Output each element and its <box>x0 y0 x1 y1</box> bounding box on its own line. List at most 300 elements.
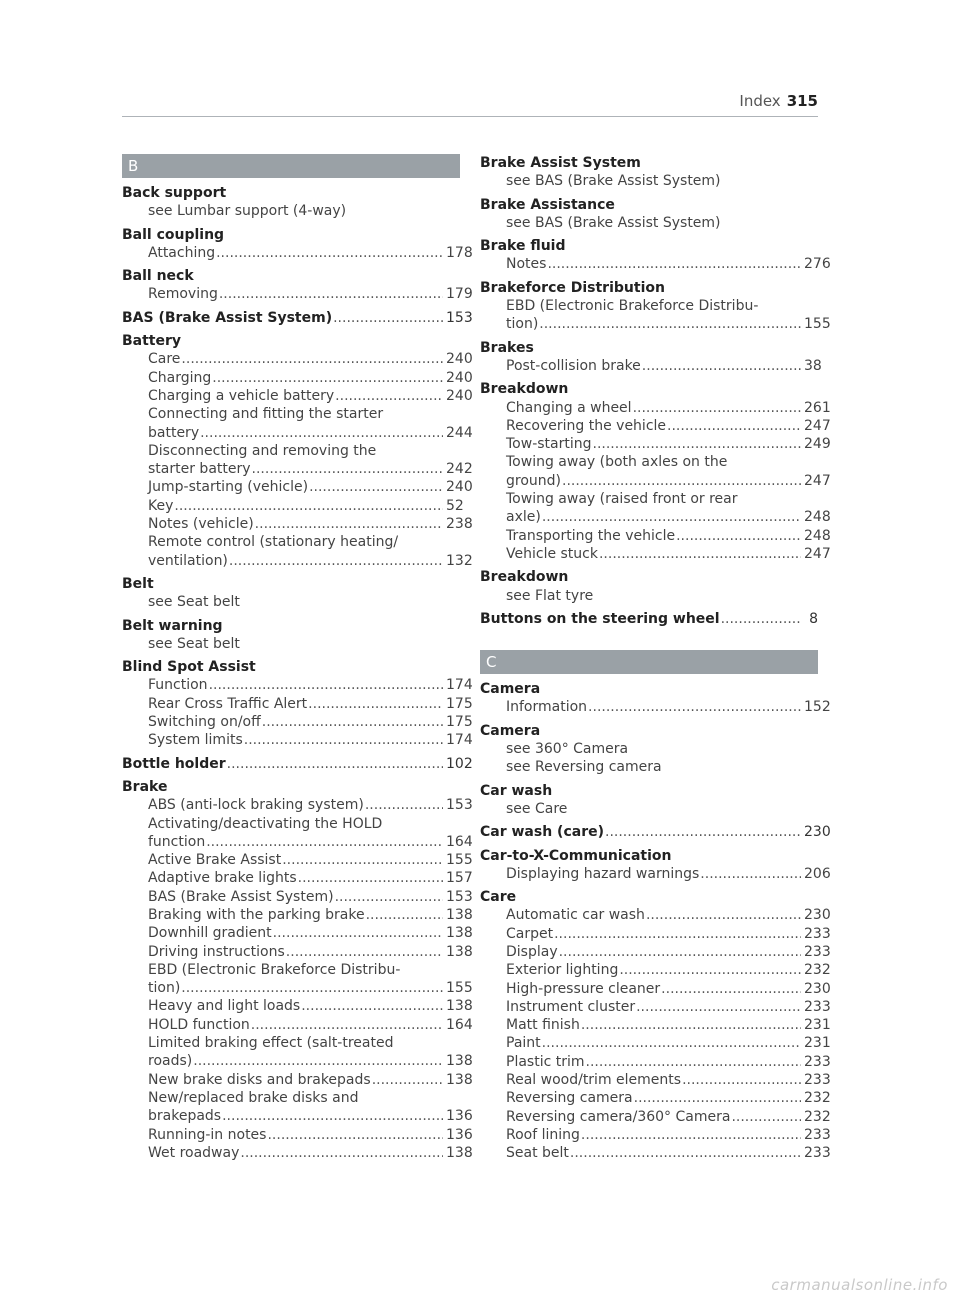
index-term: Breakdown <box>480 569 569 586</box>
index-term: Brake fluid <box>480 238 566 255</box>
watermark: carmanualsonline.info <box>771 1276 948 1294</box>
index-subentry-text: Wet roadway <box>148 1144 240 1161</box>
index-subentry-line <box>122 713 473 731</box>
index-subentry-text: Reversing camera <box>506 1090 633 1107</box>
index-subentry-text: Instrument cluster <box>506 998 636 1015</box>
index-subentry-line <box>480 1034 831 1052</box>
page-number: 38 <box>804 357 822 374</box>
dot-leader <box>301 997 443 1015</box>
dot-leader <box>333 309 443 327</box>
index-subentry-line <box>480 508 831 526</box>
index-subentry-text: High-pressure cleaner <box>506 980 661 997</box>
left-entries <box>122 184 473 1162</box>
dot-leader <box>676 527 801 545</box>
index-entry <box>122 778 473 1162</box>
dot-leader <box>588 698 801 716</box>
page-number: 164 <box>446 833 473 850</box>
index-term: Buttons on the steering wheel <box>480 610 720 627</box>
page-number: 261 <box>804 399 831 416</box>
header-page-number: 315 <box>786 92 818 110</box>
index-entry <box>122 332 473 570</box>
index-subentry-line <box>480 1071 831 1089</box>
index-subentry-text: BAS (Brake Assist System) <box>148 888 334 905</box>
index-subentry-text: Driving instructions <box>148 943 285 960</box>
index-term: Brakes <box>480 339 534 356</box>
index-term-line <box>480 823 831 841</box>
index-term: Belt warning <box>122 617 223 634</box>
index-subentry-line <box>480 527 831 545</box>
index-subentry-line <box>122 1126 473 1144</box>
dot-leader <box>251 1016 443 1034</box>
index-subentry-text: Function <box>148 677 208 694</box>
index-entry <box>480 380 831 563</box>
dot-leader <box>547 255 801 273</box>
index-subentry-text: Charging a vehicle battery <box>148 387 335 404</box>
dot-leader <box>282 851 443 869</box>
index-subentry-text: Active Brake Assist <box>148 852 282 869</box>
page-number: 233 <box>804 1053 831 1070</box>
index-subentry-text: Recovering the vehicle <box>506 417 667 434</box>
index-subentry: see BAS (Brake Assist System) <box>506 173 721 190</box>
page-number: 248 <box>804 509 831 526</box>
index-subentry-text: ABS (anti-lock braking system) <box>148 797 364 814</box>
index-subentry-text: tion) <box>148 980 181 997</box>
index-subentry-line <box>480 1016 831 1034</box>
index-entry <box>122 309 473 327</box>
page-number: 247 <box>804 545 831 562</box>
dot-leader <box>562 472 801 490</box>
index-subentry-line <box>480 472 831 490</box>
index-subentry-text: Jump-starting (vehicle) <box>148 479 309 496</box>
page-number: 178 <box>446 244 473 261</box>
page-number: 238 <box>446 516 473 533</box>
index-subentry-line <box>480 980 831 998</box>
index-subentry-line <box>480 998 831 1016</box>
page-number: 244 <box>446 424 473 441</box>
index-entry <box>122 184 460 221</box>
dot-leader <box>298 869 443 887</box>
index-entry <box>480 237 831 274</box>
index-subentry: see Seat belt <box>148 594 240 611</box>
page-number: 8 <box>809 610 818 627</box>
dot-leader <box>209 676 443 694</box>
right-column <box>480 154 831 1163</box>
dot-leader <box>308 695 443 713</box>
index-subentry-line <box>122 460 473 478</box>
page-number: 232 <box>804 1108 831 1125</box>
dot-leader <box>335 888 443 906</box>
dot-leader <box>539 315 801 333</box>
page-number: 132 <box>446 552 473 569</box>
page-number: 155 <box>446 852 473 869</box>
dot-leader <box>554 925 801 943</box>
page-number: 233 <box>804 943 831 960</box>
dot-leader <box>206 833 443 851</box>
index-subentry: Activating/deactivating the HOLD <box>148 815 383 832</box>
index-subentry-text: Post-collision brake <box>506 357 641 374</box>
index-subentry-line <box>480 435 831 453</box>
dot-leader <box>255 515 443 533</box>
index-subentry-text: brakepads <box>148 1108 222 1125</box>
page-number: 230 <box>804 980 831 997</box>
header-label: Index <box>739 92 781 110</box>
index-subentry-text: Tow-starting <box>506 436 592 453</box>
index-subentry-text: Charging <box>148 369 212 386</box>
index-term: Blind Spot Assist <box>122 659 256 676</box>
dot-leader <box>216 244 443 262</box>
index-subentry: see Lumbar support (4-way) <box>148 203 347 220</box>
index-subentry-text: Roof lining <box>506 1126 580 1143</box>
index-subentry: see Seat belt <box>148 635 240 652</box>
index-subentry-line <box>480 399 831 417</box>
index-subentry-line <box>122 943 473 961</box>
index-subentry-line <box>122 285 473 303</box>
index-subentry-line <box>480 1126 831 1144</box>
index-subentry-text: Switching on/off <box>148 714 261 731</box>
index-subentry-line <box>480 357 822 375</box>
page-number: 138 <box>446 943 473 960</box>
index-subentry-line <box>122 552 473 570</box>
index-entry <box>480 339 822 376</box>
page-number: 138 <box>446 998 473 1015</box>
page-number: 152 <box>804 699 831 716</box>
page-number: 248 <box>804 527 831 544</box>
index-subentry-text: Heavy and light loads <box>148 998 301 1015</box>
index-term: Battery <box>122 333 182 350</box>
dot-leader <box>586 1053 801 1071</box>
index-subentry: Limited braking effect (salt-treated <box>148 1035 394 1052</box>
index-subentry-line <box>122 424 473 442</box>
index-subentry: Disconnecting and removing the <box>148 442 377 459</box>
index-subentry-line <box>122 888 473 906</box>
index-entry <box>122 658 473 749</box>
index-subentry-text: New brake disks and brakepads <box>148 1071 371 1088</box>
page-number: 138 <box>446 925 473 942</box>
page-number: 230 <box>804 907 831 924</box>
dot-leader <box>646 906 801 924</box>
dot-leader <box>593 435 802 453</box>
index-subentry-line <box>122 1052 473 1070</box>
index-entry <box>480 888 831 1162</box>
left-column <box>122 154 473 1162</box>
index-subentry-line <box>122 695 473 713</box>
index-subentry-text: Seat belt <box>506 1145 569 1162</box>
index-term: Brake <box>122 778 168 795</box>
dot-leader <box>599 545 801 563</box>
index-subentry-line <box>480 315 831 333</box>
index-term: Camera <box>480 722 541 739</box>
index-subentry-line <box>122 1144 473 1162</box>
page-number: 138 <box>446 1053 473 1070</box>
index-subentry-text: Carpet <box>506 925 554 942</box>
dot-leader <box>542 1034 801 1052</box>
dot-leader <box>219 285 443 303</box>
index-subentry-line <box>480 906 831 924</box>
index-term: Brake Assist System <box>480 155 641 171</box>
index-subentry-text: axle) <box>506 509 541 526</box>
page-number: 175 <box>446 714 473 731</box>
index-subentry-text: Display <box>506 943 558 960</box>
index-term: Car wash (care) <box>480 824 604 841</box>
index-entry <box>122 755 473 773</box>
index-subentry-text: Real wood/trim elements <box>506 1072 682 1089</box>
index-subentry-text: Matt finish <box>506 1017 580 1034</box>
index-entry <box>480 279 831 334</box>
page-number: 157 <box>446 870 473 887</box>
index-term-line <box>122 755 473 773</box>
dot-leader <box>267 1126 443 1144</box>
index-subentry-text: Braking with the parking brake <box>148 906 365 923</box>
index-subentry-line <box>122 515 473 533</box>
page-number: 155 <box>446 980 473 997</box>
index-entry <box>122 575 460 612</box>
page-number: 247 <box>804 472 831 489</box>
index-subentry-line <box>122 478 473 496</box>
index-subentry: see Flat tyre <box>506 587 594 604</box>
index-subentry-text: Running-in notes <box>148 1126 267 1143</box>
index-subentry-text: Downhill gradient <box>148 925 272 942</box>
index-term-line <box>122 309 473 327</box>
index-subentry-line <box>480 925 831 943</box>
index-entry <box>122 267 473 304</box>
dot-leader <box>200 424 443 442</box>
index-subentry-text: Transporting the vehicle <box>506 527 676 544</box>
page-number: 233 <box>804 1072 831 1089</box>
dot-leader <box>581 1016 801 1034</box>
index-subentry-line <box>122 796 473 814</box>
index-subentry-line <box>480 1144 831 1162</box>
index-subentry-line <box>480 1053 831 1071</box>
dot-leader <box>262 713 443 731</box>
index-subentry-text: Rear Cross Traffic Alert <box>148 695 308 712</box>
dot-leader <box>372 1071 443 1089</box>
index-subentry-line <box>122 676 473 694</box>
dot-leader <box>181 979 443 997</box>
index-subentry-text: starter battery <box>148 461 251 478</box>
index-subentry-line <box>122 369 473 387</box>
index-subentry-line <box>122 731 473 749</box>
page-number: 232 <box>804 962 831 979</box>
index-subentry-text: Notes <box>506 256 547 273</box>
right-entries-c <box>480 680 831 1162</box>
index-subentry-line <box>480 417 831 435</box>
index-subentry: Towing away (both axles on the <box>506 454 728 471</box>
index-subentry-text: Automatic car wash <box>506 907 645 924</box>
right-entries-b <box>480 154 831 628</box>
index-subentry-text: function <box>148 833 206 850</box>
index-subentry-text: HOLD function <box>148 1016 250 1033</box>
page-number: 240 <box>446 479 473 496</box>
index-entry <box>122 226 473 263</box>
dot-leader <box>335 387 443 405</box>
page-number: 240 <box>446 351 473 368</box>
page-number: 138 <box>446 906 473 923</box>
page-number: 175 <box>446 695 473 712</box>
index-subentry-line <box>122 1071 473 1089</box>
page-number: 240 <box>446 387 473 404</box>
index-entry <box>480 568 818 605</box>
page-number: 233 <box>804 925 831 942</box>
dot-leader <box>240 1144 443 1162</box>
dot-leader <box>174 497 443 515</box>
dot-leader <box>619 961 801 979</box>
page-number: 153 <box>446 309 473 326</box>
index-subentry-text: Removing <box>148 286 218 303</box>
index-term: Car-to-X-Communication <box>480 847 672 864</box>
page-number: 231 <box>804 1017 831 1034</box>
index-subentry: Towing away (raised front or rear <box>506 491 738 508</box>
index-subentry: EBD (Electronic Brakeforce Distribu- <box>148 961 401 978</box>
index-subentry-text: Changing a wheel <box>506 399 632 416</box>
index-entry <box>122 617 460 654</box>
index-subentry-line <box>122 497 464 515</box>
index-entry <box>480 610 818 628</box>
page-number: 231 <box>804 1035 831 1052</box>
index-subentry-line <box>480 545 831 563</box>
dot-leader <box>605 823 801 841</box>
index-subentry-text: Paint <box>506 1035 541 1052</box>
index-term-line <box>480 610 818 628</box>
dot-leader <box>252 460 443 478</box>
index-subentry-text: Notes (vehicle) <box>148 516 254 533</box>
index-subentry-text: Displaying hazard warnings <box>506 865 700 882</box>
dot-leader <box>273 924 443 942</box>
index-subentry-text: Adaptive brake lights <box>148 870 297 887</box>
index-subentry-line <box>122 1107 473 1125</box>
page-number: 136 <box>446 1126 473 1143</box>
index-term: BAS (Brake Assist System) <box>122 309 333 326</box>
dot-leader <box>193 1052 443 1070</box>
dot-leader <box>642 357 801 375</box>
index-subentry-line <box>122 833 473 851</box>
dot-leader <box>229 552 443 570</box>
page-number: 247 <box>804 417 831 434</box>
index-subentry: see Reversing camera <box>506 759 662 776</box>
index-subentry: see 360° Camera <box>506 741 629 758</box>
dot-leader <box>309 478 443 496</box>
dot-leader <box>212 369 443 387</box>
page-number: 136 <box>446 1108 473 1125</box>
dot-leader <box>227 755 443 773</box>
index-subentry-line <box>122 350 473 368</box>
page-number: 233 <box>804 998 831 1015</box>
index-term: Back support <box>122 185 227 201</box>
index-term: Breakdown <box>480 381 569 398</box>
index-subentry: New/replaced brake disks and <box>148 1089 359 1106</box>
dot-leader <box>366 906 443 924</box>
index-subentry-line <box>480 961 831 979</box>
index-subentry-line <box>480 943 831 961</box>
page-number: 276 <box>804 256 831 273</box>
index-subentry-line <box>122 851 473 869</box>
index-subentry: Connecting and fitting the starter <box>148 406 384 423</box>
page-number: 249 <box>804 436 831 453</box>
dot-leader <box>570 1144 801 1162</box>
index-subentry-text: ground) <box>506 472 561 489</box>
page-number: 174 <box>446 732 473 749</box>
index-subentry-line <box>122 979 473 997</box>
index-subentry-text: System limits <box>148 732 243 749</box>
index-entry <box>480 680 831 717</box>
dot-leader <box>636 998 801 1016</box>
dot-leader <box>559 943 801 961</box>
dot-leader <box>634 1089 801 1107</box>
index-subentry-text: Plastic trim <box>506 1053 585 1070</box>
index-term: Brakeforce Distribution <box>480 279 665 296</box>
page-number: 179 <box>446 286 473 303</box>
index-subentry-line <box>122 869 473 887</box>
index-term: Belt <box>122 575 154 592</box>
dot-leader <box>700 865 801 883</box>
index-subentry-text: Reversing camera/360° Camera <box>506 1108 731 1125</box>
dot-leader <box>731 1108 801 1126</box>
page-number: 138 <box>446 1144 473 1161</box>
index-entry <box>480 154 818 191</box>
index-term: Bottle holder <box>122 755 226 772</box>
page-number: 164 <box>446 1016 473 1033</box>
dot-leader <box>365 796 443 814</box>
page-number: 230 <box>804 824 831 841</box>
page-number: 233 <box>804 1126 831 1143</box>
index-subentry-line <box>122 1016 473 1034</box>
page-number: 52 <box>446 497 464 514</box>
index-entry <box>480 823 831 841</box>
index-term: Car wash <box>480 782 553 799</box>
index-subentry: see Care <box>506 800 568 817</box>
index-subentry-line <box>122 906 473 924</box>
index-subentry-line <box>122 924 473 942</box>
index-entry <box>480 196 818 233</box>
index-subentry: EBD (Electronic Brakeforce Distribu- <box>506 298 759 315</box>
index-term: Care <box>480 889 517 906</box>
page-number: 138 <box>446 1071 473 1088</box>
index-subentry-text: ventilation) <box>148 552 228 569</box>
index-subentry-text: battery <box>148 424 200 441</box>
page-number: 153 <box>446 888 473 905</box>
index-subentry: Remote control (stationary heating/ <box>148 534 399 551</box>
page-number: 232 <box>804 1090 831 1107</box>
dot-leader <box>633 399 801 417</box>
index-subentry-text: Key <box>148 497 174 514</box>
page-header <box>122 92 818 117</box>
dot-leader <box>581 1126 801 1144</box>
index-subentry-text: Attaching <box>148 244 216 261</box>
index-entry <box>480 782 818 819</box>
index-subentry-text: Vehicle stuck <box>506 545 598 562</box>
index-term: Brake Assistance <box>480 196 615 213</box>
page-number: 242 <box>446 461 473 478</box>
index-entry <box>480 847 831 884</box>
index-subentry-line <box>480 1108 831 1126</box>
index-subentry-line <box>480 255 831 273</box>
dot-leader <box>286 943 443 961</box>
dot-leader <box>721 610 801 628</box>
index-subentry-line <box>480 865 831 883</box>
index-subentry-text: Information <box>506 699 588 716</box>
section-header-c: C <box>480 650 818 674</box>
section-header-b: B <box>122 154 460 178</box>
page-number: 102 <box>446 755 473 772</box>
page-number: 153 <box>446 797 473 814</box>
index-term: Ball neck <box>122 268 194 285</box>
dot-leader <box>667 417 801 435</box>
index-subentry-line <box>122 997 473 1015</box>
index-term: Camera <box>480 681 541 698</box>
index-subentry-line <box>480 698 831 716</box>
dot-leader <box>222 1107 443 1125</box>
index-subentry-line <box>480 1089 831 1107</box>
dot-leader <box>542 508 801 526</box>
